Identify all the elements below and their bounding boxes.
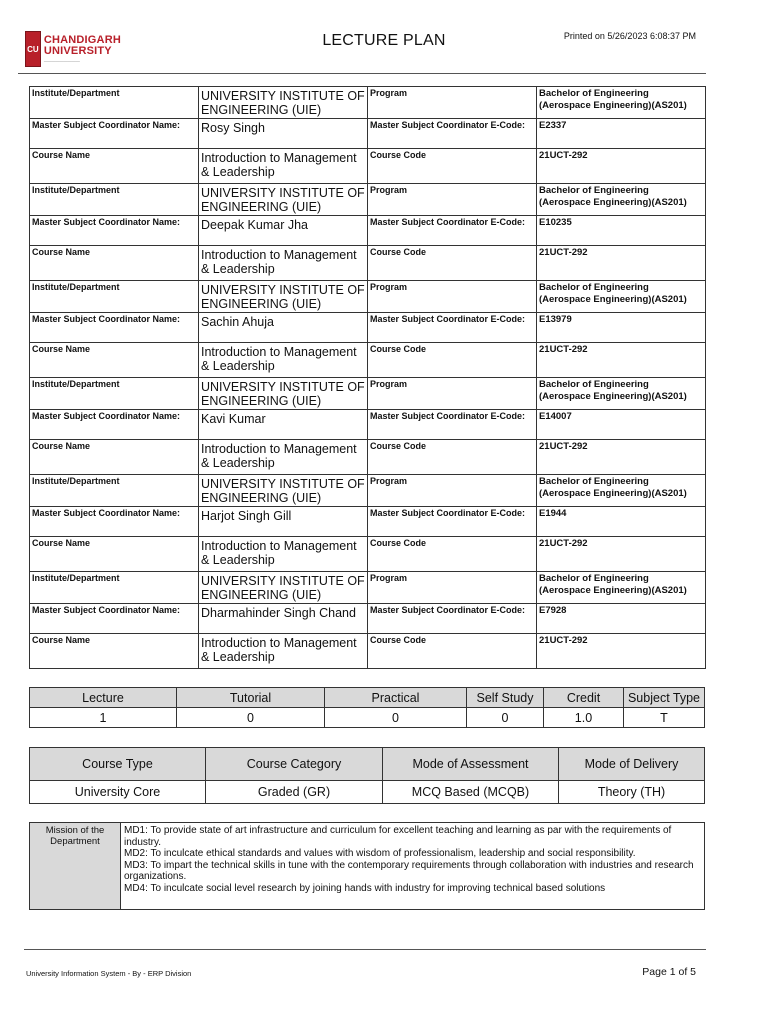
footer-system-name: University Information System - By - ERP Division bbox=[26, 969, 192, 978]
course-code-value: 21UCT-292 bbox=[537, 246, 706, 281]
course-type-value: University Core bbox=[30, 781, 206, 804]
coordinator-name-value: Dharmahinder Singh Chand bbox=[199, 604, 368, 634]
info-row bbox=[30, 216, 706, 246]
course-code-label: Course Code bbox=[368, 440, 537, 475]
mission-row bbox=[30, 823, 705, 910]
program-label: Program bbox=[368, 572, 537, 604]
credit-value: 1.0 bbox=[544, 708, 624, 728]
institute-label: Institute/Department bbox=[30, 184, 199, 216]
info-row bbox=[30, 537, 706, 572]
institute-value: UNIVERSITY INSTITUTE OF ENGINEERING (UIE) bbox=[199, 184, 368, 216]
program-value: Bachelor of Engineering (Aerospace Engineering)(AS201) bbox=[537, 184, 706, 216]
course-name-label: Course Name bbox=[30, 537, 199, 572]
mode-of-delivery-header: Mode of Delivery bbox=[559, 748, 705, 781]
course-category-header: Course Category bbox=[206, 748, 383, 781]
course-code-label: Course Code bbox=[368, 343, 537, 378]
lecture-value: 1 bbox=[30, 708, 177, 728]
program-value: Bachelor of Engineering (Aerospace Engineering)(AS201) bbox=[537, 378, 706, 410]
subject-type-value: T bbox=[624, 708, 705, 728]
mission-item-md1: MD1: To provide state of art infrastructure and curriculum for excellent teaching and learning as par with the requirements of industry. bbox=[124, 825, 672, 848]
info-row bbox=[30, 246, 706, 281]
info-row bbox=[30, 87, 706, 119]
course-type-header-row bbox=[30, 748, 705, 781]
ecode-value: E13979 bbox=[537, 313, 706, 343]
info-row bbox=[30, 604, 706, 634]
institute-value: UNIVERSITY INSTITUTE OF ENGINEERING (UIE) bbox=[199, 475, 368, 507]
program-value: Bachelor of Engineering (Aerospace Engineering)(AS201) bbox=[537, 87, 706, 119]
footer-divider bbox=[24, 949, 706, 950]
info-row bbox=[30, 184, 706, 216]
course-type-table bbox=[29, 747, 705, 804]
program-value: Bachelor of Engineering (Aerospace Engineering)(AS201) bbox=[537, 281, 706, 313]
ecode-label: Master Subject Coordinator E-Code: bbox=[368, 604, 537, 634]
program-value: Bachelor of Engineering (Aerospace Engineering)(AS201) bbox=[537, 475, 706, 507]
course-name-label: Course Name bbox=[30, 246, 199, 281]
self-study-value: 0 bbox=[467, 708, 544, 728]
course-name-label: Course Name bbox=[30, 634, 199, 669]
coordinator-name-value: Sachin Ahuja bbox=[199, 313, 368, 343]
subject-type-header: Subject Type bbox=[624, 688, 705, 708]
course-category-value: Graded (GR) bbox=[206, 781, 383, 804]
coordinator-name-value: Deepak Kumar Jha bbox=[199, 216, 368, 246]
load-value-row bbox=[30, 708, 705, 728]
course-code-label: Course Code bbox=[368, 246, 537, 281]
institute-value: UNIVERSITY INSTITUTE OF ENGINEERING (UIE) bbox=[199, 378, 368, 410]
course-name-label: Course Name bbox=[30, 343, 199, 378]
coordinator-label: Master Subject Coordinator Name: bbox=[30, 507, 199, 537]
institute-value: UNIVERSITY INSTITUTE OF ENGINEERING (UIE) bbox=[199, 87, 368, 119]
info-row bbox=[30, 572, 706, 604]
institute-label: Institute/Department bbox=[30, 378, 199, 410]
mission-label: Mission of the Department bbox=[30, 823, 121, 910]
info-row bbox=[30, 149, 706, 184]
university-emblem-icon: CU bbox=[25, 31, 41, 67]
ecode-value: E1944 bbox=[537, 507, 706, 537]
self-study-header: Self Study bbox=[467, 688, 544, 708]
lecture-header: Lecture bbox=[30, 688, 177, 708]
logo-line-2: UNIVERSITY bbox=[43, 45, 112, 57]
load-table bbox=[29, 687, 705, 728]
course-code-label: Course Code bbox=[368, 634, 537, 669]
institute-label: Institute/Department bbox=[30, 87, 199, 119]
course-type-header: Course Type bbox=[30, 748, 206, 781]
program-label: Program bbox=[368, 87, 537, 119]
coordinator-name-value: Harjot Singh Gill bbox=[199, 507, 368, 537]
coordinator-label: Master Subject Coordinator Name: bbox=[30, 604, 199, 634]
course-type-value-row bbox=[30, 781, 705, 804]
course-code-value: 21UCT-292 bbox=[537, 440, 706, 475]
program-label: Program bbox=[368, 184, 537, 216]
course-code-value: 21UCT-292 bbox=[537, 149, 706, 184]
info-row bbox=[30, 281, 706, 313]
mode-of-assessment-header: Mode of Assessment bbox=[383, 748, 559, 781]
mode-of-delivery-value: Theory (TH) bbox=[559, 781, 705, 804]
info-row bbox=[30, 410, 706, 440]
mission-item-md4: MD4: To inculcate social level research by joining hands with industry for improving technical based solutions bbox=[124, 882, 606, 894]
info-row bbox=[30, 119, 706, 149]
ecode-label: Master Subject Coordinator E-Code: bbox=[368, 410, 537, 440]
course-code-value: 21UCT-292 bbox=[537, 343, 706, 378]
header-divider bbox=[18, 73, 706, 74]
institute-label: Institute/Department bbox=[30, 475, 199, 507]
course-code-value: 21UCT-292 bbox=[537, 537, 706, 572]
logo-tagline-graphic: ————————— bbox=[43, 58, 80, 63]
institute-value: UNIVERSITY INSTITUTE OF ENGINEERING (UIE) bbox=[199, 281, 368, 313]
info-row bbox=[30, 378, 706, 410]
program-label: Program bbox=[368, 378, 537, 410]
practical-value: 0 bbox=[325, 708, 467, 728]
ecode-label: Master Subject Coordinator E-Code: bbox=[368, 313, 537, 343]
mission-item-md3: MD3: To impart the technical skills in tune with the contemporary requirements through collaboration with industries and research organizations. bbox=[124, 859, 694, 882]
ecode-label: Master Subject Coordinator E-Code: bbox=[368, 216, 537, 246]
coordinator-info-body bbox=[30, 87, 706, 669]
ecode-value: E14007 bbox=[537, 410, 706, 440]
course-name-value: Introduction to Management & Leadership bbox=[199, 440, 368, 475]
coordinator-label: Master Subject Coordinator Name: bbox=[30, 216, 199, 246]
ecode-label: Master Subject Coordinator E-Code: bbox=[368, 507, 537, 537]
load-header-row bbox=[30, 688, 705, 708]
info-row bbox=[30, 507, 706, 537]
mission-table bbox=[29, 822, 705, 910]
program-value: Bachelor of Engineering (Aerospace Engineering)(AS201) bbox=[537, 572, 706, 604]
info-row bbox=[30, 343, 706, 378]
coordinator-name-value: Rosy Singh bbox=[199, 119, 368, 149]
mode-of-assessment-value: MCQ Based (MCQB) bbox=[383, 781, 559, 804]
institute-value: UNIVERSITY INSTITUTE OF ENGINEERING (UIE) bbox=[199, 572, 368, 604]
coordinator-label: Master Subject Coordinator Name: bbox=[30, 410, 199, 440]
course-name-value: Introduction to Management & Leadership bbox=[199, 246, 368, 281]
page-number: Page 1 of 5 bbox=[642, 966, 696, 978]
tutorial-header: Tutorial bbox=[177, 688, 325, 708]
practical-header: Practical bbox=[325, 688, 467, 708]
page-title: LECTURE PLAN bbox=[322, 32, 446, 49]
mission-item-md2: MD2: To inculcate ethical standards and values with wisdom of professionalism, leadership and social responsibility. bbox=[124, 848, 636, 859]
info-row bbox=[30, 313, 706, 343]
info-row bbox=[30, 634, 706, 669]
coordinator-info-table bbox=[29, 86, 706, 669]
course-code-value: 21UCT-292 bbox=[537, 634, 706, 669]
institute-label: Institute/Department bbox=[30, 281, 199, 313]
ecode-value: E2337 bbox=[537, 119, 706, 149]
ecode-value: E10235 bbox=[537, 216, 706, 246]
coordinator-name-value: Kavi Kumar bbox=[199, 410, 368, 440]
info-row bbox=[30, 440, 706, 475]
course-name-value: Introduction to Management & Leadership bbox=[199, 343, 368, 378]
course-code-label: Course Code bbox=[368, 149, 537, 184]
coordinator-label: Master Subject Coordinator Name: bbox=[30, 313, 199, 343]
course-name-value: Introduction to Management & Leadership bbox=[199, 537, 368, 572]
ecode-label: Master Subject Coordinator E-Code: bbox=[368, 119, 537, 149]
course-name-value: Introduction to Management & Leadership bbox=[199, 149, 368, 184]
course-name-value: Introduction to Management & Leadership bbox=[199, 634, 368, 669]
mission-text bbox=[121, 823, 705, 910]
tutorial-value: 0 bbox=[177, 708, 325, 728]
ecode-value: E7928 bbox=[537, 604, 706, 634]
program-label: Program bbox=[368, 475, 537, 507]
course-name-label: Course Name bbox=[30, 440, 199, 475]
logo-line-1: CHANDIGARH bbox=[43, 34, 121, 46]
coordinator-label: Master Subject Coordinator Name: bbox=[30, 119, 199, 149]
credit-header: Credit bbox=[544, 688, 624, 708]
program-label: Program bbox=[368, 281, 537, 313]
printed-timestamp: Printed on 5/26/2023 6:08:37 PM bbox=[563, 31, 696, 41]
course-code-label: Course Code bbox=[368, 537, 537, 572]
course-name-label: Course Name bbox=[30, 149, 199, 184]
info-row bbox=[30, 475, 706, 507]
institute-label: Institute/Department bbox=[30, 572, 199, 604]
